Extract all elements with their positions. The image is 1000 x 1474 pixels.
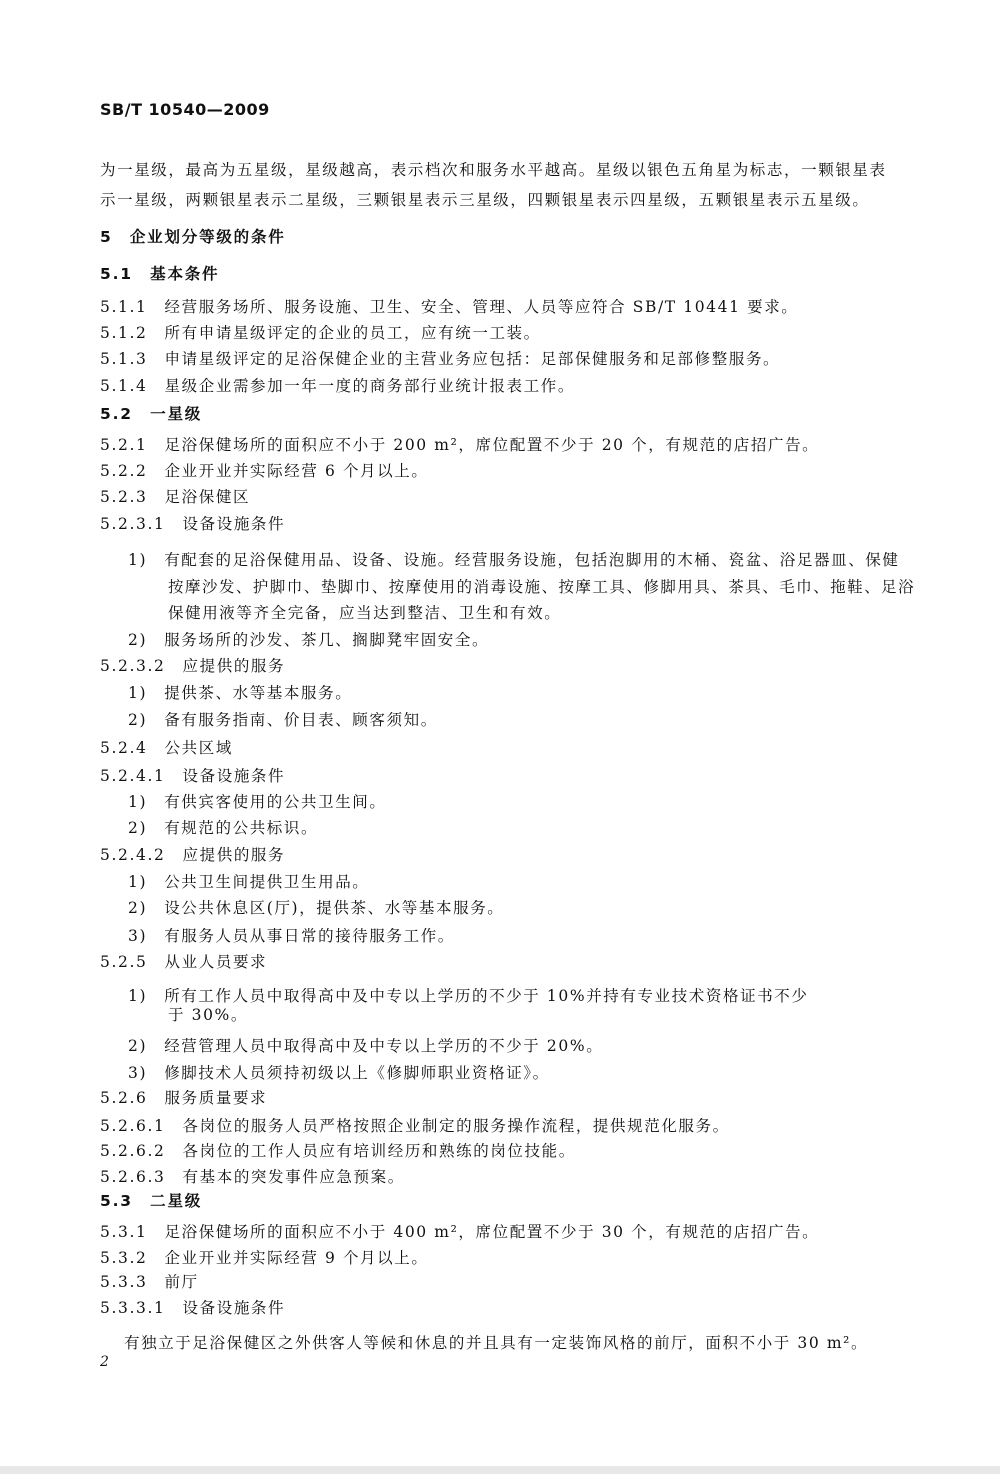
text-line: 5.2.6.2 各岗位的工作人员应有培训经历和熟练的岗位技能。 [100, 1142, 576, 1160]
text-line: 2) 服务场所的沙发、茶几、搁脚凳牢固安全。 [128, 631, 490, 649]
text-line: 5.2.3 足浴保健区 [100, 488, 251, 506]
text-line: 5.1.1 经营服务场所、服务设施、卫生、安全、管理、人员等应符合 SB/T 10441 要求。 [100, 298, 799, 316]
text-line: 5.2.2 企业开业并实际经营 6 个月以上。 [100, 462, 429, 480]
text-line: 5.2.1 足浴保健场所的面积应不小于 200 m²，席位配置不少于 20 个，有规范的店招广告。 [100, 436, 820, 454]
text-line: 5.2.6.1 各岗位的服务人员严格按照企业制定的服务操作流程，提供规范化服务。 [100, 1117, 730, 1135]
text-line: 5.2.4.2 应提供的服务 [100, 846, 286, 864]
text-line: 5.2 一星级 [100, 405, 203, 423]
text-line: 5.3.3.1 设备设施条件 [100, 1299, 286, 1317]
text-line: 2) 备有服务指南、价目表、顾客须知。 [128, 711, 438, 729]
text-line: 按摩沙发、护脚巾、垫脚巾、按摩使用的消毒设施、按摩工具、修脚用具、茶具、毛巾、拖鞋、足浴 [168, 578, 916, 596]
document-code-header: SB/T 10540—2009 [100, 100, 270, 119]
text-line: 5.2.6 服务质量要求 [100, 1089, 268, 1107]
text-line: 1) 公共卫生间提供卫生用品。 [128, 873, 370, 891]
text-line: 2) 有规范的公共标识。 [128, 819, 319, 837]
text-line: 2) 设公共休息区(厅)，提供茶、水等基本服务。 [128, 899, 505, 917]
text-line: 5.2.4 公共区域 [100, 739, 233, 757]
text-line: 5.3 二星级 [100, 1192, 203, 1210]
text-line: 示一星级，两颗银星表示二星级，三颗银星表示三星级，四颗银星表示四星级，五颗银星表示五星级。 [100, 191, 870, 209]
text-line: 5.3.2 企业开业并实际经营 9 个月以上。 [100, 1249, 429, 1267]
text-line: 5 企业划分等级的条件 [100, 228, 286, 246]
text-line: 5.3.1 足浴保健场所的面积应不小于 400 m²，席位配置不少于 30 个，有规范的店招广告。 [100, 1223, 820, 1241]
text-line: 5.2.5 从业人员要求 [100, 953, 268, 971]
text-line: 有独立于足浴保健区之外供客人等候和休息的并且具有一定装饰风格的前厅，面积不小于 30 m²。 [124, 1334, 869, 1352]
text-line: 2) 经营管理人员中取得高中及中专以上学历的不少于 20%。 [128, 1037, 604, 1055]
viewer-bottom-edge [0, 1466, 1000, 1474]
text-line: 3) 修脚技术人员须持初级以上《修脚师职业资格证》。 [128, 1064, 550, 1082]
text-line: 1) 有配套的足浴保健用品、设备、设施。经营服务设施，包括泡脚用的木桶、瓷盆、浴足器皿、保健 [128, 551, 900, 569]
text-line: 5.2.3.2 应提供的服务 [100, 657, 286, 675]
text-line: 为一星级，最高为五星级，星级越高，表示档次和服务水平越高。星级以银色五角星为标志，一颗银星表 [100, 161, 887, 179]
text-line: 1) 有供宾客使用的公共卫生间。 [128, 793, 387, 811]
text-line: 5.2.3.1 设备设施条件 [100, 515, 286, 533]
text-line: 3) 有服务人员从事日常的接待服务工作。 [128, 927, 455, 945]
text-line: 1) 所有工作人员中取得高中及中专以上学历的不少于 10%并持有专业技术资格证书不少 [128, 987, 809, 1005]
text-line: 5.3.3 前厅 [100, 1273, 199, 1291]
text-line: 5.2.4.1 设备设施条件 [100, 767, 286, 785]
text-line: 5.1 基本条件 [100, 265, 220, 283]
text-line: 5.1.2 所有申请星级评定的企业的员工，应有统一工装。 [100, 324, 541, 342]
text-line: 5.2.6.3 有基本的突发事件应急预案。 [100, 1168, 405, 1186]
text-line: 5.1.3 申请星级评定的足浴保健企业的主营业务应包括：足部保健服务和足部修整服务。 [100, 350, 781, 368]
text-line: 于 30%。 [168, 1006, 248, 1024]
text-line: 1) 提供茶、水等基本服务。 [128, 684, 353, 702]
page-number: 2 [100, 1354, 109, 1370]
text-line: 5.1.4 星级企业需参加一年一度的商务部行业统计报表工作。 [100, 377, 575, 395]
text-line: 保健用液等齐全完备，应当达到整洁、卫生和有效。 [168, 604, 562, 622]
